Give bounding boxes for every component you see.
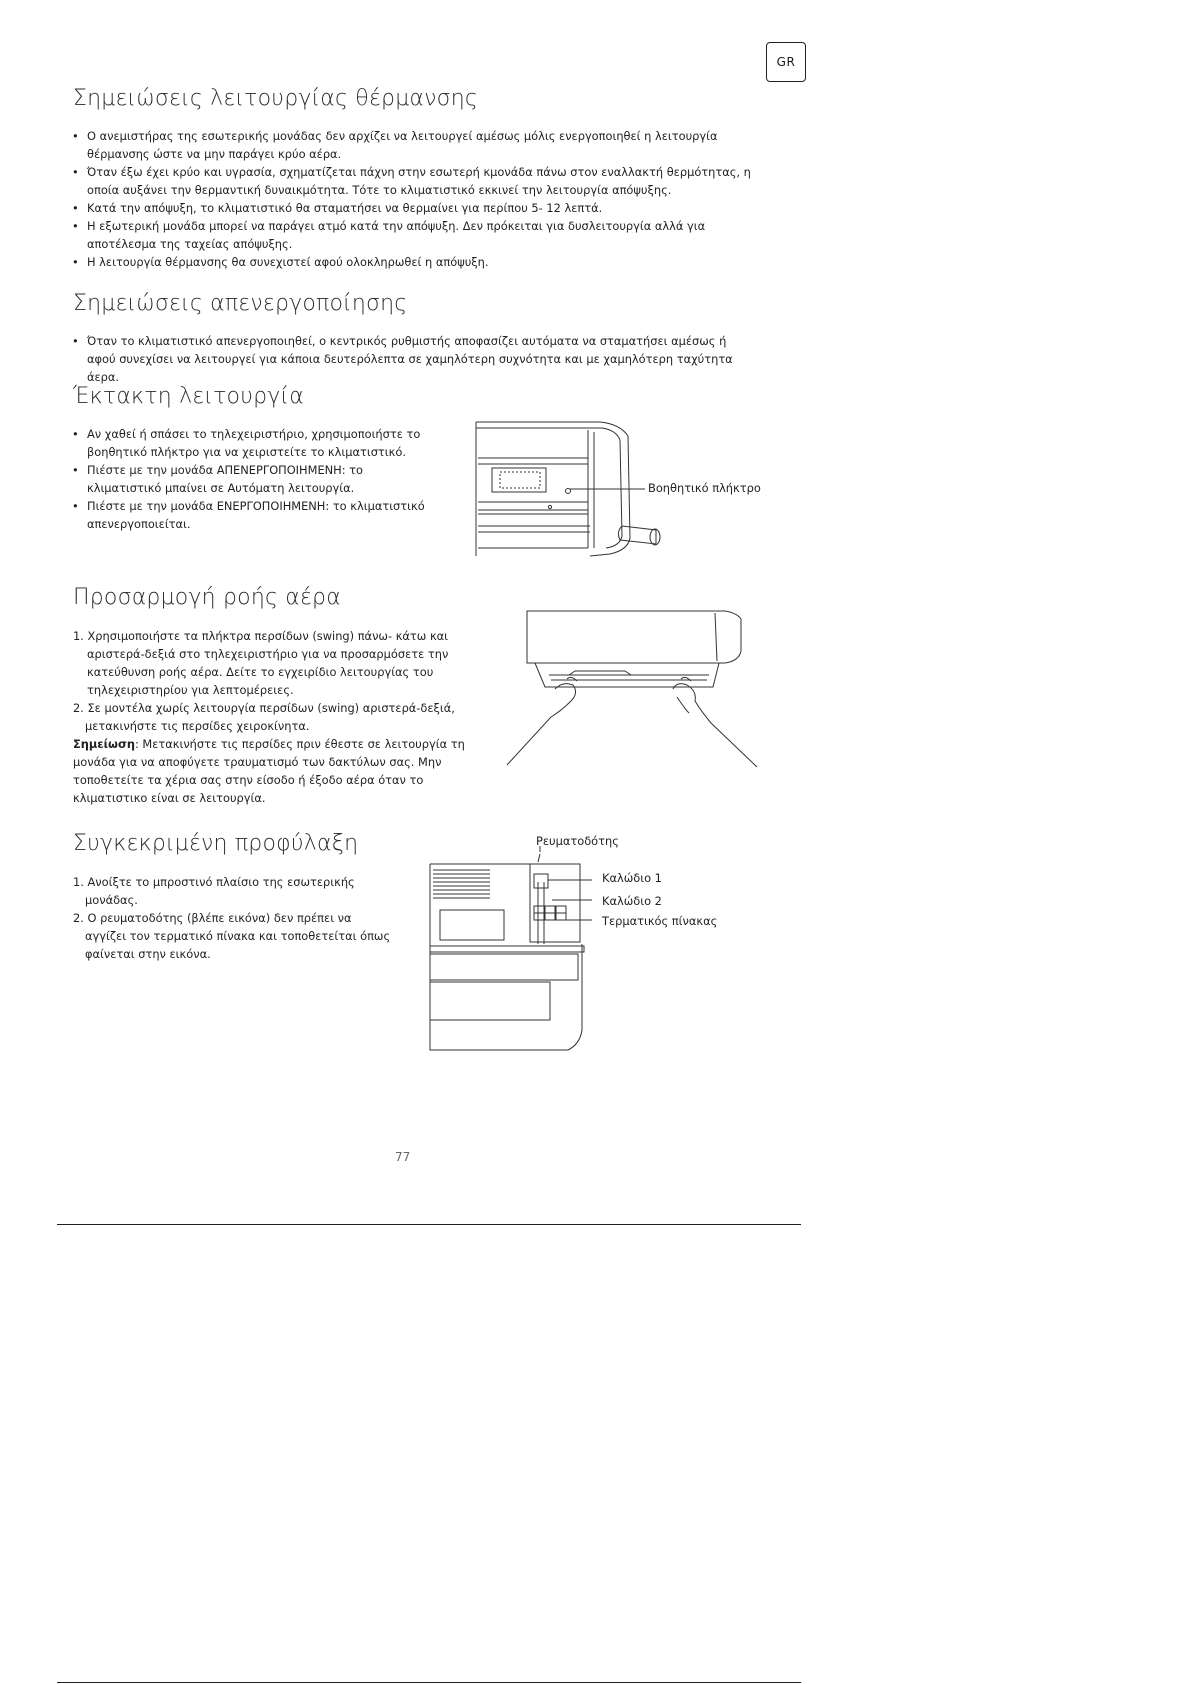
note-text: : Μετακινήστε τις περσίδες πριν έθεστε σε λειτουργία τη μονάδα για να αποφύγετε τραυματισμό των δακτύλων σας. Μην τοποθετείτε τα χέρια σας στην είσοδο ή έξοδο αέρα όταν το κλιματιστικο είναι σε λειτουργία.	[73, 737, 465, 805]
heading-heating-notes: Σημειώσεις λειτουργίας θέρμανσης	[73, 86, 479, 111]
airflow-step-1: 1. Χρησιμοποιήστε τα πλήκτρα περσίδων (swing) πάνω- κάτω και αριστερά-δεξιά στο τηλεχειριστήριο για να προσαρμόσετε την κατεύθυνση ροής αέρα. Δείτε το εγχειρίδιο λειτουργίας του τηλεχειριστηρίου για λεπτομέρειες.	[73, 629, 449, 697]
terminal-block-figure	[428, 848, 608, 1053]
airflow-step-2: 2. Σε μοντέλα χωρίς λειτουργία περσίδων (swing) αριστερά-δεξιά, μετακινήστε τις περσίδες χειροκίνητα.	[73, 701, 455, 733]
cable1-label: Καλώδιο 1	[602, 871, 662, 885]
heading-specific-precaution: Συγκεκριμένη προφύλαξη	[73, 831, 359, 856]
language-badge: GR	[766, 42, 806, 82]
airflow-steps	[73, 627, 478, 807]
list-item: • Η εξωτερική μονάδα μπορεί να παράγει ατμό κατά την απόψυξη. Δεν πρόκειται για δυσλειτουργία αλλά για αποτέλεσμα της ταχείας απόψυξης.	[70, 217, 760, 253]
heading-shutdown-notes: Σημειώσεις απενεργοποίησης	[73, 291, 408, 316]
protection-step-1: 1. Ανοίξτε το μπροστινό πλαίσιο της εσωτερικής μονάδας.	[73, 875, 355, 907]
airflow-note	[73, 735, 478, 807]
socket-label: Ρευματοδότης	[536, 834, 619, 848]
heading-airflow-adjustment: Προσαρμογή ροής αέρα	[73, 585, 341, 610]
emergency-list	[70, 425, 430, 533]
list-item: • Αν χαθεί ή σπάσει το τηλεχειριστήριο, χρησιμοποιήστε το βοηθητικό πλήκτρο για να χειριστείτε το κλιματιστικό.	[70, 425, 430, 461]
page-number: 77	[395, 1150, 411, 1164]
cable2-label: Καλώδιο 2	[602, 894, 662, 908]
heading-emergency-operation: Έκτακτη λειτουργία	[73, 384, 304, 409]
aux-button-label: Βοηθητικό πλήκτρο	[648, 481, 761, 495]
shutdown-notes-list	[70, 332, 750, 386]
divider-line	[57, 1224, 801, 1225]
bottom-divider-line	[57, 1682, 801, 1683]
list-item: • Η λειτουργία θέρμανσης θα συνεχιστεί αφού ολοκληρωθεί η απόψυξη.	[70, 253, 760, 271]
terminal-block-label: Τερματικός πίνακας	[602, 914, 718, 928]
protection-step-2: 2. Ο ρευματοδότης (βλέπε εικόνα) δεν πρέπει να αγγίζει τον τερματικό πίνακα και τοποθετείται όπως φαίνεται στην εικόνα.	[73, 911, 391, 961]
list-item: • Όταν έξω έχει κρύο και υγρασία, σχηματίζεται πάχνη στην εσωτερή κμονάδα πάνω στον εναλλακτή θερμότητας, η οποία αυξάνει την θερμαντική δυναικμότητα. Τότε το κλιματιστικό εκκινεί την λειτουργία απόψυξης.	[70, 163, 760, 199]
heating-notes-list	[70, 127, 760, 271]
list-item: • Πιέστε με την μονάδα ΑΠΕΝΕΡΓΟΠΟΙΗΜΕΝΗ: το κλιματιστικό μπαίνει σε Αυτόματη λειτουργία.	[70, 461, 430, 497]
louver-adjust-figure	[505, 605, 765, 770]
list-item: • Πιέστε με την μονάδα ΕΝΕΡΓΟΠΟΙΗΜΕΝΗ: το κλιματιστικό απενεργοποιείται.	[70, 497, 430, 533]
list-item: • Όταν το κλιματιστικό απενεργοποιηθεί, ο κεντρικός ρυθμιστής αποφασίζει αυτόματα να σταματήσει αμέσως ή αφού συνεχίσει να λειτουργεί για κάποια δευτερόλεπτα σε χαμηλότερη συχνότητα και με χαμηλότερη ταχύτητα άερα.	[70, 332, 750, 386]
note-label: Σημείωση	[73, 737, 135, 751]
indoor-unit-aux-button-figure	[470, 418, 670, 560]
protection-steps	[73, 873, 393, 963]
list-item: • Ο ανεμιστήρας της εσωτερικής μονάδας δεν αρχίζει να λειτουργεί αμέσως μόλις ενεργοποιηθεί η λειτουργία θέρμανσης ώστε να μην παράγει κρύο αέρα.	[70, 127, 760, 163]
list-item: • Κατά την απόψυξη, το κλιματιστικό θα σταματήσει να θερμαίνει για περίπου 5- 12 λεπτά.	[70, 199, 760, 217]
